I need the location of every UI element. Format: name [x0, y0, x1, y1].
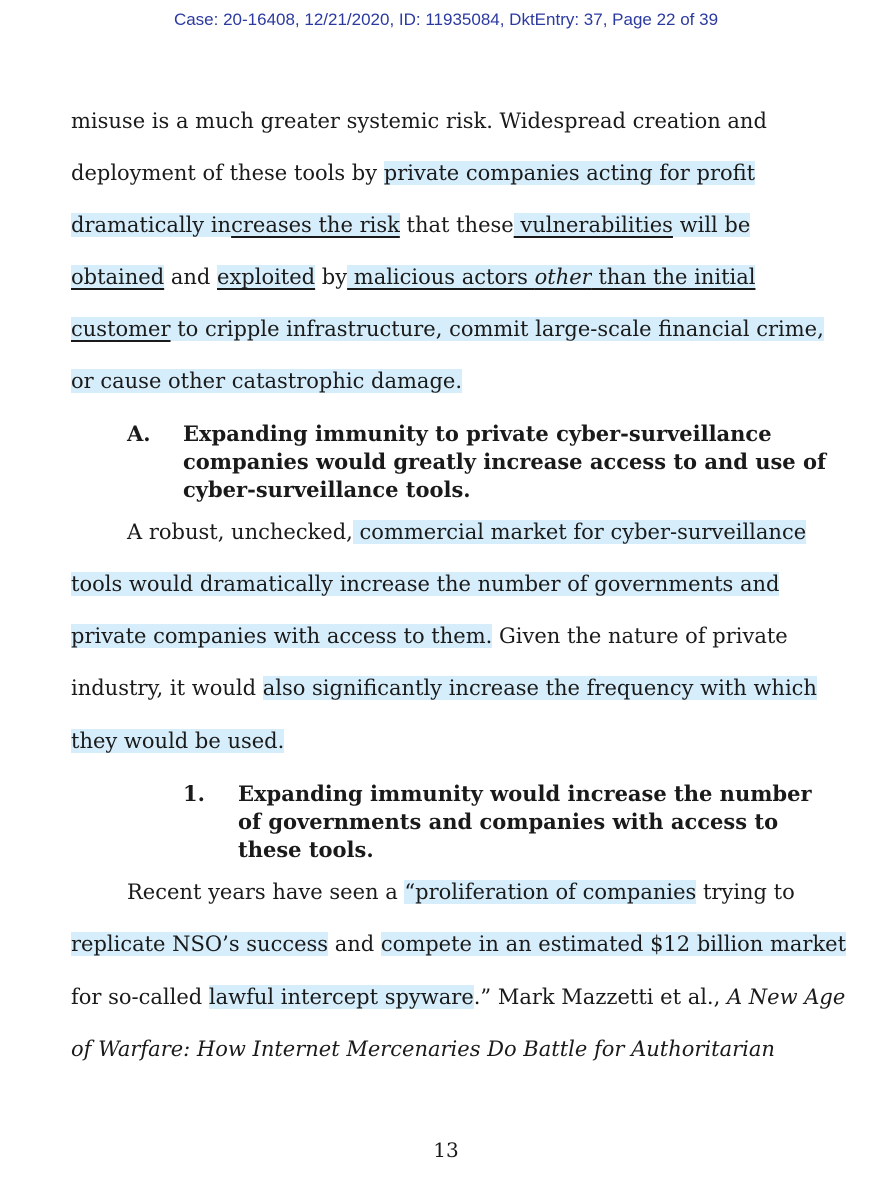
highlight: replicate NSO’s success [71, 932, 329, 956]
underlined-highlight: creases the risk [231, 213, 400, 237]
text-line [71, 366, 462, 396]
subsection-label: 1. [183, 781, 205, 806]
text-line [71, 262, 755, 292]
text-segment: by [315, 265, 348, 289]
underlined-highlight: obtained [71, 265, 165, 289]
highlight: dramatically in [71, 213, 232, 237]
text-segment: deployment of these tools by [71, 161, 384, 185]
highlight: private companies acting for profit [383, 161, 756, 185]
highlight: commercial market for cyber-surveillance [352, 520, 807, 544]
text-segment: A robust, unchecked, [127, 520, 353, 544]
section-heading [183, 420, 826, 504]
text-line [71, 569, 779, 599]
text-line [71, 726, 284, 756]
underlined-highlight: than the initial [591, 265, 756, 289]
underlined-highlight: exploited [217, 265, 316, 289]
heading-line: cyber-surveillance tools. [183, 477, 471, 502]
highlight: private companies with access to them. [71, 624, 493, 648]
text-line [71, 929, 846, 959]
highlight: also significantly increase the frequency with which [262, 676, 817, 700]
text-line [71, 106, 767, 136]
citation-title: A New Age [726, 985, 846, 1009]
underlined-highlight: malicious actors [347, 265, 535, 289]
text-line [127, 877, 795, 907]
text-line [71, 314, 824, 344]
text-segment: misuse is a much greater systemic risk. Widespread creation and [71, 109, 767, 133]
citation-title: of Warfare: How Internet Mercenaries Do Battle for Authoritarian [71, 1037, 775, 1061]
page-number: 13 [433, 1138, 459, 1162]
heading-line: Expanding immunity would increase the number [238, 781, 812, 806]
text-line [71, 210, 750, 240]
text-segment: Recent years have seen a [127, 880, 405, 904]
subsection-heading [238, 780, 812, 864]
heading-line: companies would greatly increase access to and use of [183, 449, 827, 474]
text-segment: and [164, 265, 218, 289]
text-line [127, 517, 806, 547]
heading-line: Expanding immunity to private cyber-surveillance [183, 421, 772, 446]
case-header: Case: 20-16408, 12/21/2020, ID: 11935084, DktEntry: 37, Page 22 of 39 [173, 10, 719, 29]
text-line [71, 158, 755, 188]
text-line [71, 673, 817, 703]
highlight: “proliferation of companies [404, 880, 697, 904]
underlined-highlight: vulnerabilities [513, 213, 673, 237]
text-segment: and [328, 932, 381, 956]
text-line [71, 621, 788, 651]
heading-line: of governments and companies with access to [238, 809, 779, 834]
italic-highlight: other [534, 265, 592, 289]
text-line [71, 982, 845, 1012]
text-segment: that these [399, 213, 514, 237]
underlined-highlight: customer [71, 317, 171, 341]
text-segment: for so-called [71, 985, 209, 1009]
heading-line: these tools. [238, 837, 374, 862]
text-segment: industry, it would [71, 676, 263, 700]
text-segment: Given the nature of private [492, 624, 788, 648]
section-label: A. [127, 421, 151, 446]
text-segment: .” Mark Mazzetti et al., [473, 985, 727, 1009]
text-line [71, 1034, 775, 1064]
highlight: lawful intercept spyware [208, 985, 474, 1009]
highlight: compete in an estimated $12 billion market [380, 932, 847, 956]
highlight: to cripple infrastructure, commit large-scale financial crime, [170, 317, 824, 341]
highlight: or cause other catastrophic damage. [71, 369, 462, 393]
highlight: tools would dramatically increase the number of governments and [71, 572, 780, 596]
highlight: will be [672, 213, 751, 237]
text-segment: trying to [696, 880, 795, 904]
highlight: they would be used. [71, 729, 285, 753]
